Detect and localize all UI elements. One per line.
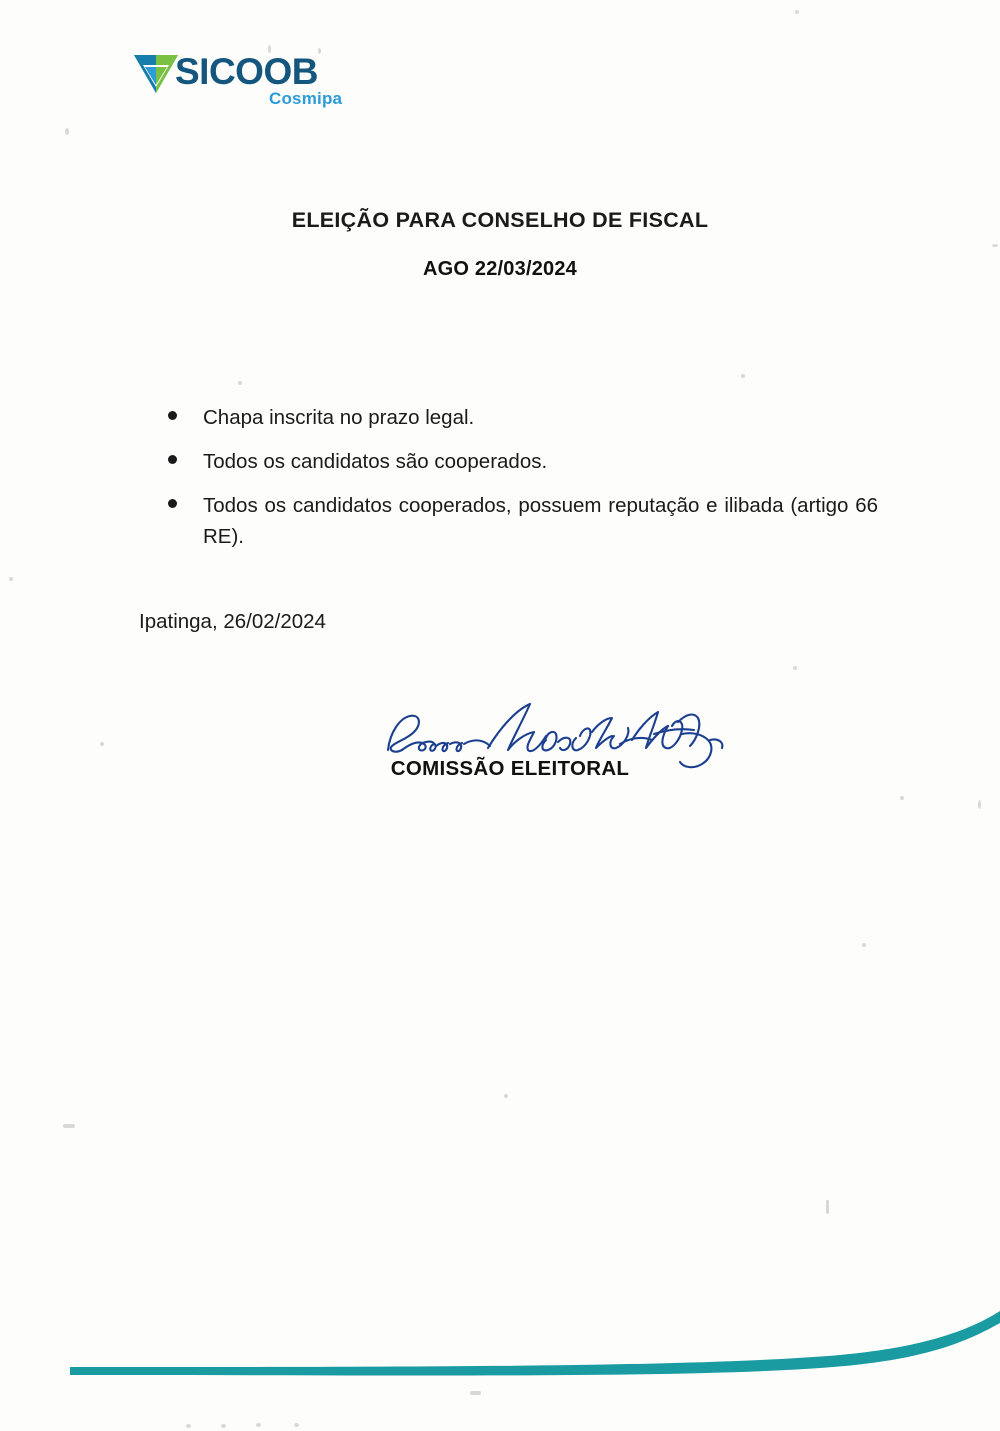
scan-speck: [862, 943, 866, 947]
list-item-text: Todos os candidatos cooperados, possuem reputação e ilibada (artigo 66 RE).: [203, 493, 878, 549]
list-item-text: Chapa inscrita no prazo legal.: [203, 406, 475, 429]
scan-speck: [504, 1094, 508, 1098]
scan-speck: [795, 10, 799, 14]
statement-list: [168, 402, 878, 565]
scan-speck: [63, 1124, 75, 1128]
bullet-dot-icon: [168, 411, 177, 420]
document-title: ELEIÇÃO PARA CONSELHO DE FISCAL: [291, 208, 709, 232]
logo-brand-text: SICOOB: [175, 51, 318, 92]
scan-speck: [65, 128, 69, 135]
bullet-dot-icon: [168, 499, 177, 508]
scan-speck: [978, 800, 981, 809]
list-item: [168, 446, 878, 478]
logo-cooperative-text: Cosmipa: [269, 89, 343, 108]
list-item: [168, 490, 878, 554]
scan-speck: [100, 742, 104, 746]
sicoob-logo: [133, 47, 363, 113]
scan-speck: [793, 666, 797, 670]
document-subtitle: AGO 22/03/2024: [422, 258, 577, 280]
signature-label: COMISSÃO ELEITORAL: [390, 757, 630, 780]
scan-speck: [741, 374, 745, 378]
list-item-text: Todos os candidatos são cooperados.: [203, 449, 548, 473]
place-and-date: Ipatinga, 26/02/2024: [139, 610, 326, 633]
footer-accent-swoosh: [0, 1311, 1000, 1431]
list-item: [168, 402, 878, 434]
scan-speck: [900, 796, 904, 800]
scan-speck: [238, 381, 242, 385]
scan-speck: [826, 1200, 829, 1214]
sicoob-triangle-logo-icon: [133, 53, 179, 95]
scan-speck: [9, 577, 13, 581]
bullet-dot-icon: [168, 455, 177, 464]
scan-speck: [992, 244, 998, 247]
